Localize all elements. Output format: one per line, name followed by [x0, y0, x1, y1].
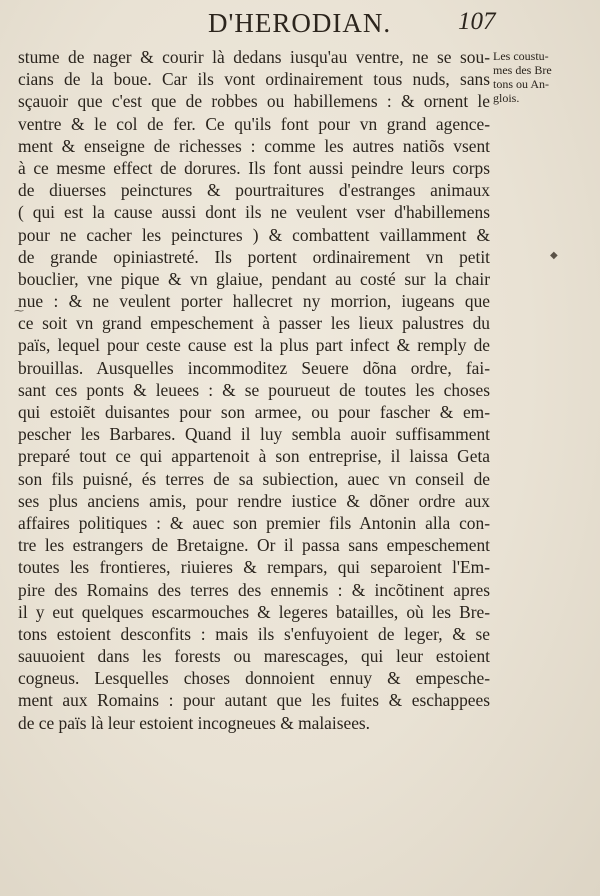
- text-line: affaires politiques : & auec son premier fils Antonin alla con-: [18, 512, 490, 533]
- text-line: son fils puisné, és terres de sa subiection, auec vn conseil de: [18, 468, 490, 489]
- text-line: ment aux Romains : pour autant que les fuites & eschappees: [18, 690, 490, 711]
- text-line: cians de la boue. Car ils vont ordinairement tous nuds, sans: [18, 69, 490, 90]
- text-line: ses plus anciens amis, pour rendre iustice & dõner ordre aux: [18, 490, 490, 511]
- text-line: sçauoir que c'est que de robbes ou habillemens : & ornent le: [18, 91, 490, 112]
- text-line: ( qui est la cause aussi dont ils ne veulent vser d'habillemens: [18, 202, 490, 223]
- margin-mark-icon: ◆: [550, 250, 558, 261]
- margin-mark-icon: ⁓: [14, 306, 24, 317]
- text-line: ce soit vn grand empeschement à passer les lieux palustres du: [18, 313, 490, 334]
- page-header: [0, 2, 600, 42]
- text-line: ment & enseigne de richesses : comme les autres natiõs vsent: [18, 135, 490, 156]
- text-line: de ce païs là leur estoient incogneues & malaisees.: [18, 712, 371, 733]
- text-line: païs, lequel pour ceste cause est la plus part infect & remply de: [18, 335, 490, 356]
- text-line: ventre & le col de fer. Ce qu'ils font pour vn grand agence-: [18, 113, 490, 134]
- margin-note-line: Les coustu-: [493, 49, 549, 63]
- body-text: [18, 46, 490, 734]
- text-line: brouillas. Ausquelles incommoditez Seuere dõna ordre, fai-: [18, 357, 490, 378]
- text-line: de grande opiniastreté. Ils portent ordinairement vn petit: [18, 246, 490, 267]
- text-line: preparé tout ce qui appartenoit à son entreprise, il laissa Geta: [18, 446, 490, 467]
- text-line: tons estoient desconfits : mais ils s'enfuyoient de leger, & se: [18, 623, 490, 644]
- margin-note: [493, 49, 563, 105]
- text-line: toutes les frontieres, riuieres & rempars, qui separoient l'Em-: [18, 557, 490, 578]
- text-line: de diuerses peinctures & pourtraitures d'estranges animaux: [18, 180, 490, 201]
- page-number: 107: [458, 8, 496, 35]
- text-line: nue : & ne veulent porter hallecret ny morrion, iugeans que: [18, 291, 490, 312]
- text-line: qui estoiẽt duisantes pour son armee, ou pour fascher & em-: [18, 402, 490, 422]
- text-line: tre les estrangers de Bretaigne. Or il passa sans empeschement: [18, 535, 490, 556]
- margin-note-line: tons ou An-: [493, 77, 550, 91]
- text-line: bouclier, vne pique & vn glaiue, pendant au costé sur la chair: [18, 268, 490, 289]
- text-line: sauuoient dans les forests ou marescages, qui leur estoient: [18, 646, 490, 667]
- text-line: pire des Romains des terres des ennemis : & incõtinent apres: [18, 579, 490, 600]
- text-line: il y eut quelques escarmouches & legeres batailles, où les Bre-: [18, 601, 490, 622]
- text-line: pour ne cacher les peinctures ) & combattent vaillamment &: [18, 224, 490, 245]
- margin-note-line: mes des Bre: [493, 63, 552, 77]
- running-title: D'HERODIAN.: [208, 8, 392, 38]
- text-line: cogneus. Lesquelles choses donnoient ennuy & empesche-: [18, 668, 490, 689]
- text-line: à ce mesme effect de dorures. Ils font aussi peindre leurs corps: [18, 157, 490, 178]
- text-line: sant ces ponts & leuees : & se pourueut de toutes les choses: [18, 379, 490, 400]
- text-line: stume de nager & courir là dedans iusqu'au ventre, ne se sou-: [18, 47, 490, 67]
- text-line: pescher les Barbares. Quand il luy sembla auoir suffisamment: [18, 424, 490, 445]
- margin-note-line: glois.: [493, 91, 520, 105]
